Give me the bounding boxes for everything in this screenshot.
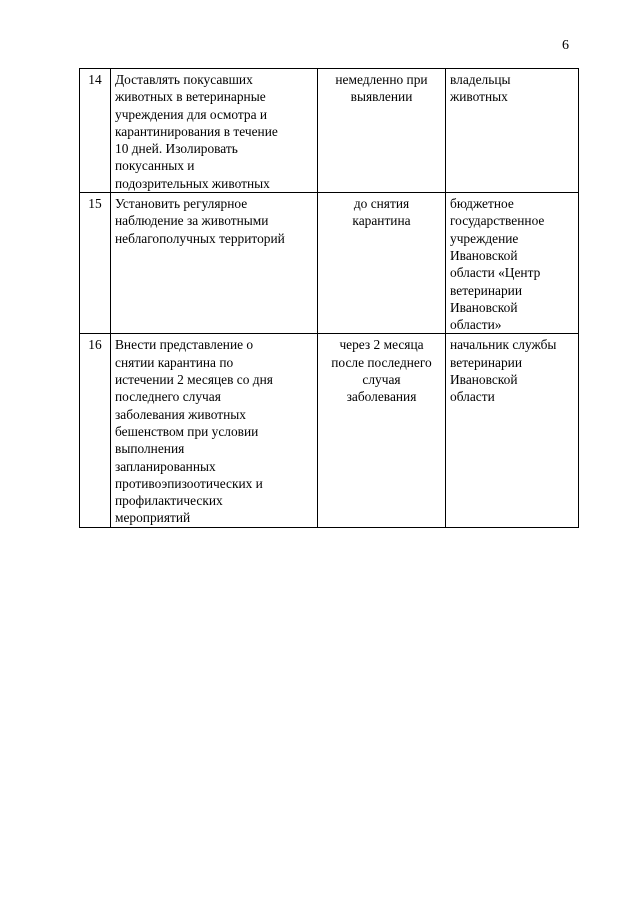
- action-text: Установить регулярное наблюдение за животными неблагополучных территорий: [115, 196, 285, 246]
- term-cell: [318, 69, 446, 193]
- responsible-cell: [446, 69, 579, 193]
- row-number: 15: [88, 196, 102, 212]
- measures-table: [79, 68, 579, 528]
- action-cell: [111, 334, 318, 527]
- row-number-cell: [80, 193, 111, 334]
- page-number: 6: [562, 38, 569, 53]
- row-number-cell: [80, 334, 111, 527]
- responsible-cell: [446, 193, 579, 334]
- row-number-cell: [80, 69, 111, 193]
- action-text: Внести представление о снятии карантина по истечении 2 месяцев со дня последнего случая заболевания животных бешенством при условии выполнения запланированных противоэпизоотических и профилактических мероприятий: [115, 337, 273, 526]
- action-cell: [111, 69, 318, 193]
- table-row: [80, 334, 579, 527]
- term-text: через 2 месяца после последнего случая заболевания: [331, 337, 432, 405]
- action-text: Доставлять покусавших животных в ветеринарные учреждения для осмотра и карантинирования в течение 10 дней. Изолировать покусанных и подозрительных животных: [115, 72, 278, 191]
- responsible-text: владельцы животных: [450, 72, 511, 105]
- term-text: немедленно при выявлении: [335, 72, 428, 105]
- action-cell: [111, 193, 318, 334]
- responsible-text: начальник службы ветеринарии Ивановской области: [450, 337, 557, 405]
- table-row: [80, 193, 579, 334]
- term-cell: [318, 193, 446, 334]
- table-row: [80, 69, 579, 193]
- responsible-cell: [446, 334, 579, 527]
- term-cell: [318, 334, 446, 527]
- row-number: 16: [88, 337, 102, 353]
- responsible-text: бюджетное государственное учреждение Ивановской области «Центр ветеринарии Ивановской области»: [450, 196, 545, 333]
- term-text: до снятия карантина: [352, 196, 411, 229]
- row-number: 14: [88, 72, 102, 87]
